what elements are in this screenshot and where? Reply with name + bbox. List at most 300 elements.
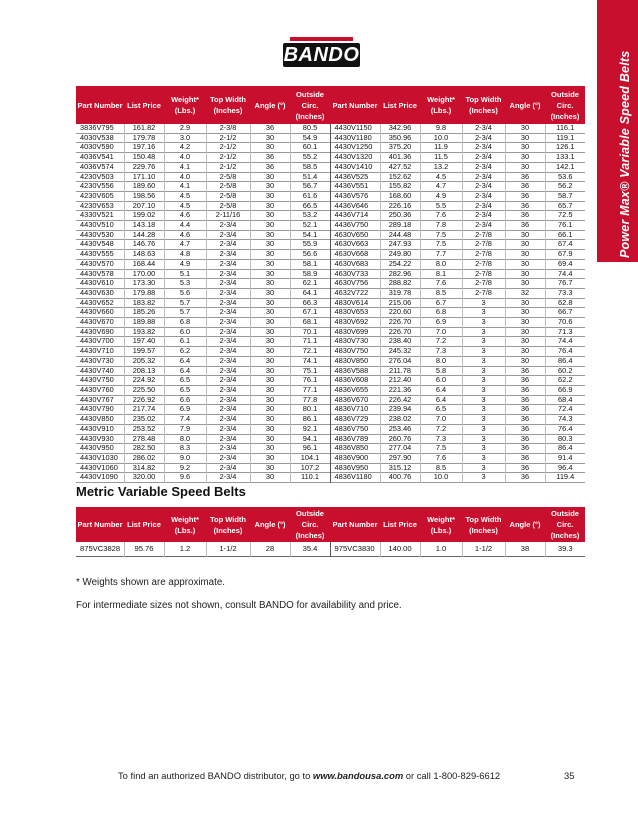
cell-list-price: 427.52 [380, 162, 420, 172]
cell-top-width: 1-1/2 [462, 542, 505, 557]
cell-outside-circ: 51.4 [290, 172, 330, 182]
bando-logo [283, 43, 360, 67]
cell-part-number: 4430V760 [76, 385, 124, 395]
cell-list-price: 193.82 [124, 327, 164, 337]
cell-weight: 6.8 [164, 318, 206, 328]
table-row [76, 366, 585, 376]
cell-angle: 30 [250, 259, 290, 269]
cell-weight: 7.5 [420, 240, 462, 250]
cell-outside-circ: 76.1 [558, 220, 573, 230]
cell-top-width: 2-3/4 [462, 162, 505, 172]
header-part-number: Part Number [76, 86, 124, 124]
cell-part-number: 4430V555 [76, 250, 124, 260]
table-row [76, 211, 585, 221]
cell-part-number: 4430V730 [76, 356, 124, 366]
cell-outside-circ: 61.6 [290, 191, 330, 201]
cell-list-price: 143.18 [124, 221, 164, 231]
cell-angle: 30 [505, 298, 545, 308]
cell-top-width: 3 [462, 405, 505, 415]
header-outside-circ: Outside Circ. (Inches) [290, 86, 330, 124]
cell-outside-circ: 69.4 [558, 259, 573, 268]
cell-top-width: 2-3/4 [206, 221, 250, 231]
cell-top-width: 2-7/8 [462, 288, 505, 298]
cell-angle: 30 [250, 347, 290, 357]
cell-outside-circ: 66.9 [558, 385, 573, 394]
cell-weight: 7.5 [420, 444, 462, 454]
header-part-number: Part Number [76, 507, 124, 542]
table-row [76, 172, 585, 182]
cell-angle: 36 [505, 221, 545, 231]
cell-part-number: 4830V850 [330, 356, 380, 366]
cell-top-width: 2-7/8 [462, 250, 505, 260]
weights-note: * Weights shown are approximate. [76, 577, 226, 588]
cell-top-width: 3 [462, 385, 505, 395]
cell-list-price: 253.52 [124, 424, 164, 434]
table-row [76, 473, 585, 483]
cell-top-width: 2-3/4 [206, 356, 250, 366]
table-row [76, 444, 585, 454]
footer [118, 770, 500, 781]
cell-angle: 36 [250, 153, 290, 163]
cell-top-width: 3 [462, 308, 505, 318]
cell-angle: 36 [505, 463, 545, 473]
cell-angle: 30 [505, 327, 545, 337]
cell-list-price: 239.94 [380, 405, 420, 415]
cell-part-number: 4430V850 [76, 415, 124, 425]
cell-top-width: 2-3/4 [462, 182, 505, 192]
cell-angle: 30 [250, 337, 290, 347]
cell-outside-circ: 74.4 [558, 269, 573, 278]
cell-angle: 36 [505, 172, 545, 182]
cell-part-number: 4836V608 [330, 376, 380, 386]
cell-weight: 8.0 [420, 259, 462, 269]
cell-part-number: 4836V789 [330, 434, 380, 444]
cell-weight: 6.0 [420, 376, 462, 386]
cell-angle: 30 [250, 356, 290, 366]
cell-weight: 6.5 [164, 385, 206, 395]
cell-part-number: 4430V950 [76, 444, 124, 454]
cell-angle: 36 [505, 405, 545, 415]
cell-outside-circ: 58.5 [290, 162, 330, 172]
table-row [76, 395, 585, 405]
cell-top-width: 2-11/16 [206, 211, 250, 221]
cell-angle: 30 [250, 453, 290, 463]
cell-list-price: 226.92 [124, 395, 164, 405]
table-row [76, 453, 585, 463]
cell-list-price: 179.78 [124, 133, 164, 143]
cell-weight: 6.9 [164, 405, 206, 415]
cell-list-price: 278.48 [124, 434, 164, 444]
cell-angle: 30 [250, 133, 290, 143]
cell-top-width: 2-3/4 [206, 318, 250, 328]
cell-outside-circ: 54.1 [290, 230, 330, 240]
cell-outside-circ: 77.8 [290, 395, 330, 405]
table-row [76, 133, 585, 143]
variable-speed-belts-table [76, 86, 585, 483]
header-weight: Weight* (Lbs.) [164, 86, 206, 124]
cell-part-number: 4230V503 [76, 172, 124, 182]
cell-outside-circ: 66.3 [290, 298, 330, 308]
cell-angle: 30 [505, 279, 545, 289]
cell-angle: 30 [505, 124, 545, 133]
cell-top-width: 3 [462, 366, 505, 376]
cell-part-number: 4836V950 [330, 463, 380, 473]
cell-part-number: 4836V670 [330, 395, 380, 405]
cell-weight: 4.2 [164, 143, 206, 153]
cell-list-price: 197.40 [124, 337, 164, 347]
cell-list-price: 217.74 [124, 405, 164, 415]
cell-list-price: 170.00 [124, 269, 164, 279]
cell-weight: 5.6 [164, 288, 206, 298]
table-row [76, 542, 585, 557]
cell-list-price: 319.78 [380, 288, 420, 298]
cell-weight: 6.0 [164, 327, 206, 337]
cell-outside-circ: 67.1 [290, 308, 330, 318]
cell-list-price: 205.32 [124, 356, 164, 366]
cell-weight: 4.5 [164, 191, 206, 201]
cell-part-number: 4630V683 [330, 259, 380, 269]
cell-outside-circ: 60.1 [290, 143, 330, 153]
cell-outside-circ: 73.3 [558, 288, 573, 297]
cell-weight: 7.3 [420, 347, 462, 357]
cell-angle: 36 [250, 162, 290, 172]
cell-angle: 30 [505, 250, 545, 260]
cell-list-price: 314.82 [124, 463, 164, 473]
header-outside-circ: Outside Circ. (Inches) [545, 507, 585, 542]
cell-part-number: 4430V930 [76, 434, 124, 444]
cell-angle: 36 [505, 453, 545, 463]
table-row [76, 308, 585, 318]
cell-top-width: 2-5/8 [206, 182, 250, 192]
table-row [76, 356, 585, 366]
cell-part-number: 4230V653 [76, 201, 124, 211]
cell-part-number: 4430V767 [76, 395, 124, 405]
cell-list-price: 199.02 [124, 211, 164, 221]
header-list-price: List Price [380, 507, 420, 542]
cell-part-number: 4430V700 [76, 337, 124, 347]
table-row [76, 153, 585, 163]
cell-weight: 6.9 [420, 318, 462, 328]
cell-part-number: 4036V541 [76, 153, 124, 163]
cell-top-width: 2-3/4 [206, 366, 250, 376]
cell-outside-circ: 104.1 [290, 453, 330, 463]
cell-outside-circ: 67.4 [558, 239, 573, 249]
cell-weight: 6.5 [164, 376, 206, 386]
cell-angle: 30 [250, 240, 290, 250]
cell-weight: 4.6 [164, 211, 206, 221]
cell-top-width: 2-5/8 [206, 201, 250, 211]
footer-suffix: or call 1-800-829-6612 [403, 770, 501, 781]
cell-list-price: 245.32 [380, 347, 420, 357]
cell-outside-circ: 94.1 [290, 434, 330, 444]
cell-list-price: 282.50 [124, 444, 164, 454]
cell-weight: 4.0 [164, 172, 206, 182]
cell-part-number: 4630V668 [330, 250, 380, 260]
cell-list-price: 277.04 [380, 444, 420, 454]
cell-list-price: 315.12 [380, 463, 420, 473]
cell-list-price: 247.93 [380, 240, 420, 250]
cell-top-width: 1-1/2 [206, 542, 250, 557]
cell-top-width: 2-3/4 [462, 133, 505, 143]
cell-list-price: 238.40 [380, 337, 420, 347]
cell-part-number: 4436V714 [330, 211, 380, 221]
header-weight: Weight* (Lbs.) [420, 507, 462, 542]
table-row [76, 279, 585, 289]
table-row [76, 201, 585, 211]
metric-section-title: Metric Variable Speed Belts [76, 484, 246, 499]
cell-angle: 30 [250, 211, 290, 221]
cell-top-width: 2-3/4 [206, 434, 250, 444]
cell-outside-circ: 62.8 [558, 298, 573, 307]
cell-angle: 30 [250, 327, 290, 337]
cell-outside-circ: 55.9 [290, 240, 330, 250]
cell-angle: 36 [250, 124, 290, 133]
cell-angle: 30 [250, 385, 290, 395]
cell-weight: 7.5 [420, 230, 462, 240]
cell-part-number: 4430V710 [76, 347, 124, 357]
cell-weight: 4.4 [164, 221, 206, 231]
cell-weight: 6.4 [164, 366, 206, 376]
cell-part-number: 4430V790 [76, 405, 124, 415]
table-row [76, 191, 585, 201]
cell-top-width: 3 [462, 395, 505, 405]
cell-part-number: 4830V750 [330, 347, 380, 357]
cell-angle: 30 [250, 269, 290, 279]
cell-weight: 9.2 [164, 463, 206, 473]
cell-weight: 10.0 [420, 133, 462, 143]
cell-angle: 30 [505, 162, 545, 172]
table-row [76, 376, 585, 386]
cell-list-price: 212.40 [380, 376, 420, 386]
cell-top-width: 2-3/4 [206, 385, 250, 395]
cell-weight: 8.0 [420, 356, 462, 366]
side-tab-title: Power Max® Variable Speed Belts [618, 50, 632, 258]
cell-top-width: 2-5/8 [206, 172, 250, 182]
cell-part-number: 4630V650 [330, 230, 380, 240]
cell-outside-circ: 39.3 [557, 544, 573, 553]
cell-part-number: 875VC3828 [76, 542, 124, 557]
cell-list-price: 238.02 [380, 415, 420, 425]
cell-outside-circ: 65.7 [558, 201, 573, 210]
cell-outside-circ: 68.1 [290, 318, 330, 328]
cell-part-number: 975VC3830 [330, 542, 380, 557]
cell-top-width: 2-1/2 [206, 162, 250, 172]
cell-top-width: 3 [462, 298, 505, 308]
cell-top-width: 2-3/4 [462, 211, 505, 221]
cell-outside-circ: 60.2 [558, 366, 573, 375]
cell-list-price: 171.10 [124, 172, 164, 182]
cell-outside-circ: 71.3 [558, 327, 573, 336]
header-weight: Weight* (Lbs.) [164, 507, 206, 542]
cell-outside-circ: 80.5 [290, 124, 330, 133]
header-list-price: List Price [124, 86, 164, 124]
cell-part-number: 4430V610 [76, 279, 124, 289]
cell-list-price: 235.02 [124, 415, 164, 425]
header-weight: Weight* (Lbs.) [420, 86, 462, 124]
cell-angle: 30 [505, 337, 545, 347]
cell-angle: 36 [505, 385, 545, 395]
header-top-width: Top Width (Inches) [206, 86, 250, 124]
cell-weight: 4.9 [420, 191, 462, 201]
cell-angle: 30 [505, 133, 545, 143]
cell-list-price: 375.20 [380, 143, 420, 153]
cell-weight: 6.4 [420, 395, 462, 405]
cell-part-number: 4030V590 [76, 143, 124, 153]
header-outside-circ: Outside Circ. (Inches) [545, 86, 585, 124]
header-part-number: Part Number [330, 86, 380, 124]
cell-weight: 13.2 [420, 162, 462, 172]
cell-list-price: 197.16 [124, 143, 164, 153]
cell-weight: 4.6 [164, 230, 206, 240]
cell-part-number: 4836V900 [330, 453, 380, 463]
cell-part-number: 4430V578 [76, 269, 124, 279]
table-row [76, 405, 585, 415]
cell-outside-circ: 72.5 [558, 210, 573, 220]
cell-weight: 8.5 [420, 463, 462, 473]
header-angle: Angle (°) [505, 86, 545, 124]
cell-outside-circ: 91.4 [558, 453, 573, 462]
logo-text: BANDO [283, 43, 360, 66]
table-row [76, 424, 585, 434]
cell-outside-circ: 71.1 [290, 337, 330, 347]
cell-list-price: 183.82 [124, 298, 164, 308]
cell-top-width: 3 [462, 473, 505, 483]
cell-outside-circ: 86.4 [558, 356, 573, 365]
cell-angle: 30 [505, 356, 545, 366]
table-row [76, 385, 585, 395]
cell-part-number: 4836V729 [330, 415, 380, 425]
cell-list-price: 342.96 [380, 124, 420, 133]
cell-top-width: 2-3/4 [206, 424, 250, 434]
cell-outside-circ: 96.1 [290, 444, 330, 454]
cell-top-width: 2-3/4 [462, 153, 505, 163]
cell-weight: 8.3 [164, 444, 206, 454]
cell-outside-circ: 64.1 [290, 288, 330, 298]
cell-list-price: 226.70 [380, 318, 420, 328]
footer-url-link[interactable]: www.bandousa.com [312, 770, 404, 781]
cell-list-price: 260.76 [380, 434, 420, 444]
cell-list-price: 297.90 [380, 453, 420, 463]
cell-outside-circ: 54.9 [290, 133, 330, 143]
cell-top-width: 2-3/4 [206, 327, 250, 337]
cell-list-price: 253.46 [380, 424, 420, 434]
cell-angle: 36 [505, 182, 545, 192]
cell-outside-circ: 70.1 [290, 327, 330, 337]
cell-list-price: 95.76 [124, 542, 164, 557]
cell-weight: 6.6 [164, 395, 206, 405]
cell-angle: 36 [505, 395, 545, 405]
cell-part-number: 4830V730 [330, 337, 380, 347]
cell-outside-circ: 56.7 [290, 182, 330, 192]
cell-weight: 7.6 [420, 211, 462, 221]
cell-outside-circ: 107.2 [290, 463, 330, 473]
cell-angle: 30 [250, 318, 290, 328]
metric-table-body [76, 542, 585, 557]
cell-outside-circ: 142.1 [556, 162, 575, 171]
cell-weight: 1.0 [420, 542, 462, 557]
cell-top-width: 2-3/4 [206, 395, 250, 405]
cell-outside-circ: 76.7 [558, 278, 573, 288]
cell-angle: 30 [505, 230, 545, 240]
cell-part-number: 4632V722 [330, 288, 380, 298]
header-outside-circ: Outside Circ. (Inches) [290, 507, 330, 542]
cell-part-number: 4030V538 [76, 133, 124, 143]
cell-top-width: 2-3/4 [206, 279, 250, 289]
table-row [76, 230, 585, 240]
metric-belts-table [76, 507, 585, 557]
cell-list-price: 140.00 [380, 542, 420, 557]
cell-part-number: 4430V1320 [330, 153, 380, 163]
cell-list-price: 155.82 [380, 182, 420, 192]
cell-outside-circ: 74.4 [558, 336, 573, 346]
cell-angle: 36 [505, 191, 545, 201]
cell-list-price: 179.88 [124, 288, 164, 298]
cell-weight: 7.7 [420, 250, 462, 260]
cell-part-number: 4430V630 [76, 288, 124, 298]
header-angle: Angle (°) [250, 507, 290, 542]
cell-outside-circ: 76.4 [558, 424, 573, 433]
cell-weight: 7.0 [420, 327, 462, 337]
cell-angle: 30 [250, 143, 290, 153]
cell-list-price: 226.16 [380, 201, 420, 211]
cell-list-price: 286.02 [124, 453, 164, 463]
cell-weight: 6.4 [420, 385, 462, 395]
cell-weight: 7.4 [164, 415, 206, 425]
cell-angle: 30 [250, 415, 290, 425]
cell-angle: 28 [250, 542, 290, 557]
cell-angle: 30 [505, 143, 545, 153]
cell-part-number: 3836V795 [76, 124, 124, 133]
cell-list-price: 250.36 [380, 211, 420, 221]
cell-top-width: 2-3/4 [206, 444, 250, 454]
cell-outside-circ: 58.7 [558, 191, 573, 200]
cell-outside-circ: 75.1 [290, 366, 330, 376]
cell-weight: 6.1 [164, 337, 206, 347]
cell-weight: 5.5 [420, 201, 462, 211]
cell-weight: 4.7 [164, 240, 206, 250]
cell-angle: 36 [505, 201, 545, 211]
cell-weight: 9.8 [420, 124, 462, 133]
cell-top-width: 2-3/8 [206, 124, 250, 133]
cell-part-number: 4430V670 [76, 318, 124, 328]
cell-weight: 3.0 [164, 133, 206, 143]
cell-angle: 30 [250, 201, 290, 211]
cell-list-price: 211.78 [380, 366, 420, 376]
cell-part-number: 4436V525 [330, 172, 380, 182]
cell-outside-circ: 110.1 [290, 473, 330, 483]
cell-top-width: 2-3/4 [462, 191, 505, 201]
cell-top-width: 2-3/4 [206, 298, 250, 308]
cell-outside-circ: 119.4 [556, 472, 575, 482]
cell-outside-circ: 55.2 [290, 153, 330, 163]
cell-part-number: 4836V655 [330, 385, 380, 395]
cell-outside-circ: 56.6 [290, 250, 330, 260]
cell-part-number: 4230V605 [76, 191, 124, 201]
cell-angle: 30 [250, 444, 290, 454]
cell-outside-circ: 72.1 [290, 347, 330, 357]
cell-weight: 10.0 [420, 473, 462, 483]
cell-angle: 36 [505, 434, 545, 444]
cell-part-number: 4430V1030 [76, 453, 124, 463]
cell-part-number: 4836V1180 [330, 473, 380, 483]
cell-outside-circ: 66.5 [290, 201, 330, 211]
cell-part-number: 4430V660 [76, 308, 124, 318]
cell-top-width: 2-3/4 [462, 221, 505, 231]
cell-part-number: 4430V548 [76, 240, 124, 250]
cell-part-number: 4430V750 [76, 376, 124, 386]
header-angle: Angle (°) [250, 86, 290, 124]
cell-list-price: 221.36 [380, 385, 420, 395]
